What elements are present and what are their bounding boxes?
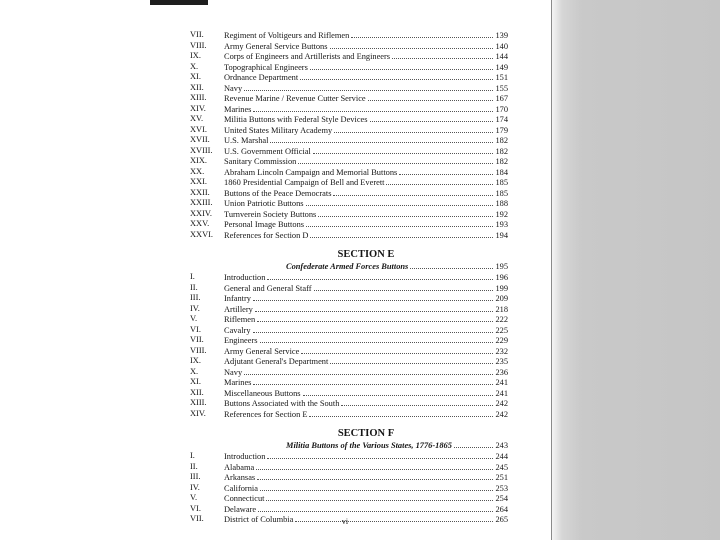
entry-title: Alabama <box>224 462 255 472</box>
toc-entry <box>190 483 508 494</box>
entry-page: 232 <box>495 346 508 356</box>
leader-dots <box>306 198 494 206</box>
toc-entry <box>190 367 508 378</box>
entry-number: XXV. <box>190 219 210 228</box>
entry-number: II. <box>190 461 198 471</box>
entry-page: 241 <box>495 388 508 398</box>
entry-page: 182 <box>495 157 508 166</box>
entry-title: Adjutant General's Department <box>224 357 329 366</box>
toc-entry <box>190 219 508 230</box>
entry-title: California <box>224 483 258 493</box>
entry-title: District of Columbia <box>224 515 294 524</box>
toc-entry <box>190 188 508 199</box>
leader-dots <box>270 135 493 143</box>
entry-number: VI. <box>190 503 201 513</box>
toc-entry <box>190 356 508 367</box>
entry-number: VI. <box>190 324 201 334</box>
toc-entry <box>190 83 508 94</box>
entry-number: XVI. <box>190 124 207 134</box>
toc-entry <box>190 135 508 146</box>
entry-page: 185 <box>495 178 508 187</box>
leader-dots <box>258 504 493 512</box>
section-e-subtitle-page: 195 <box>495 262 508 271</box>
toc-entry <box>190 114 508 125</box>
entry-number: XXVI. <box>190 229 214 239</box>
entry-number: XVIII. <box>190 145 213 155</box>
entry-number: I. <box>190 451 195 460</box>
entry-title: Marines <box>224 378 252 387</box>
section-e-subtitle-row <box>190 261 508 272</box>
entry-page: 236 <box>495 367 508 377</box>
toc-entry <box>190 409 508 420</box>
toc-entry <box>190 62 508 73</box>
entry-page: 192 <box>495 209 508 219</box>
toc-entry <box>190 125 508 136</box>
entry-page: 194 <box>495 230 508 240</box>
entry-page: 167 <box>495 94 508 103</box>
entry-number: XX. <box>190 166 205 176</box>
leader-dots <box>330 356 493 364</box>
entry-title: Engineers <box>224 336 258 345</box>
toc-entry <box>190 104 508 115</box>
entry-page: 222 <box>495 315 508 324</box>
section-f-entries <box>190 451 508 525</box>
entry-number: XI. <box>190 72 201 81</box>
toc-entry <box>190 177 508 188</box>
leader-dots <box>310 230 493 238</box>
entry-title: Buttons of the Peace Democrats <box>224 188 332 198</box>
entry-title: Regiment of Voltigeurs and Riflemen <box>224 31 350 40</box>
entry-title: United States Military Academy <box>224 125 333 135</box>
entry-title: Topographical Engineers <box>224 62 308 72</box>
entry-title: Miscellaneous Buttons <box>224 388 301 398</box>
entry-number: XIII. <box>190 398 207 407</box>
leader-dots <box>303 388 494 396</box>
entry-number: XIV. <box>190 408 206 418</box>
entry-page: 140 <box>495 41 508 51</box>
toc-entry <box>190 146 508 157</box>
toc-entry <box>190 304 508 315</box>
toc-entry <box>190 283 508 294</box>
entry-page: 151 <box>495 73 508 82</box>
leader-dots <box>256 462 493 470</box>
entry-title: Militia Buttons with Federal Style Devices <box>224 115 368 124</box>
entry-title: Arkansas <box>224 473 256 482</box>
entry-number: XXII. <box>190 187 210 197</box>
toc-entry <box>190 314 508 325</box>
entry-number: VII. <box>190 30 204 39</box>
leader-dots <box>399 167 493 175</box>
entry-number: XIII. <box>190 93 207 102</box>
entry-title: Infantry <box>224 294 251 303</box>
entry-title: Buttons Associated with the South <box>224 399 340 408</box>
section-d-entries <box>190 30 508 240</box>
entry-page: 253 <box>495 483 508 493</box>
entry-number: IV. <box>190 482 200 492</box>
entry-number: XVII. <box>190 135 210 144</box>
toc-entry <box>190 335 508 346</box>
toc-entry <box>190 272 508 283</box>
section-f-subtitle-page: 243 <box>495 441 508 450</box>
leader-dots <box>313 146 494 154</box>
toc-entry <box>190 504 508 515</box>
leader-dots <box>260 335 494 343</box>
entry-page: 245 <box>495 462 508 472</box>
section-e-heading: SECTION E <box>337 249 395 260</box>
entry-page: 244 <box>495 452 508 461</box>
entry-page: 184 <box>495 167 508 177</box>
entry-title: General and General Staff <box>224 283 312 293</box>
toc-entry <box>190 346 508 357</box>
toc-entry <box>190 493 508 504</box>
entry-number: IV. <box>190 303 200 313</box>
leader-dots <box>244 367 493 375</box>
entry-title: Abraham Lincoln Campaign and Memorial Buttons <box>224 167 398 177</box>
entry-title: Introduction <box>224 452 266 461</box>
leader-dots <box>392 51 493 59</box>
entry-page: 265 <box>495 515 508 524</box>
toc-entry <box>190 325 508 336</box>
toc-entry <box>190 198 508 209</box>
entry-title: Navy <box>224 367 243 377</box>
entry-page: 179 <box>495 125 508 135</box>
entry-number: VII. <box>190 335 204 344</box>
entry-page: 196 <box>495 273 508 282</box>
entry-page: 185 <box>495 188 508 198</box>
page-number: vi <box>341 517 349 526</box>
entry-number: XIX. <box>190 156 207 165</box>
leader-dots <box>318 209 493 217</box>
table-of-contents <box>190 30 508 525</box>
entry-number: XII. <box>190 82 204 92</box>
entry-page: 242 <box>495 409 508 419</box>
entry-page: 174 <box>495 115 508 124</box>
page-edge-shadow <box>552 0 720 540</box>
entry-title: Riflemen <box>224 315 256 324</box>
toc-entry <box>190 72 508 83</box>
entry-title: Corps of Engineers and Artillerists and Engineers <box>224 52 391 61</box>
toc-entry <box>190 209 508 220</box>
entry-title: U.S. Marshal <box>224 136 269 145</box>
toc-entry <box>190 398 508 409</box>
toc-entry <box>190 230 508 241</box>
entry-number: III. <box>190 472 201 481</box>
section-e-subtitle: Confederate Armed Forces Buttons <box>286 262 409 271</box>
entry-title: 1860 Presidential Campaign of Bell and Everett <box>224 178 385 187</box>
toc-entry <box>190 51 508 62</box>
entry-page: 199 <box>495 283 508 293</box>
entry-title: Marines <box>224 104 252 114</box>
toc-entry <box>190 377 508 388</box>
leader-dots <box>300 72 493 80</box>
entry-page: 193 <box>495 220 508 229</box>
entry-number: IX. <box>190 51 201 60</box>
leader-dots <box>333 188 493 196</box>
entry-page: 254 <box>495 494 508 503</box>
entry-title: References for Section E <box>224 409 308 419</box>
entry-page: 229 <box>495 336 508 345</box>
toc-entry <box>190 293 508 304</box>
entry-title: Sanitary Commission <box>224 157 297 166</box>
entry-page: 209 <box>495 294 508 303</box>
entry-title: Revenue Marine / Revenue Cutter Service <box>224 94 366 103</box>
leader-dots <box>295 514 493 522</box>
toc-entry <box>190 472 508 483</box>
leader-dots <box>301 346 493 354</box>
entry-title: Ordnance Department <box>224 73 299 82</box>
entry-number: VIII. <box>190 345 207 355</box>
section-f-subtitle: Militia Buttons of the Various States, 1776-1865 <box>286 441 452 450</box>
entry-page: 182 <box>495 136 508 145</box>
entry-number: II. <box>190 282 198 292</box>
entry-number: V. <box>190 314 198 323</box>
toc-entry <box>190 451 508 462</box>
section-f-heading: SECTION F <box>337 428 395 439</box>
entry-number: V. <box>190 493 198 502</box>
entry-page: 170 <box>495 104 508 114</box>
toc-entry <box>190 462 508 473</box>
entry-page: 144 <box>495 52 508 61</box>
leader-dots <box>253 377 493 385</box>
leader-dots <box>310 62 494 70</box>
entry-page: 188 <box>495 199 508 208</box>
entry-title: References for Section D <box>224 230 309 240</box>
leader-dots <box>253 325 494 333</box>
entry-number: I. <box>190 272 195 281</box>
leader-dots <box>260 483 493 491</box>
leader-dots <box>351 30 493 38</box>
entry-page: 155 <box>495 83 508 93</box>
toc-entry <box>190 388 508 399</box>
entry-title: Union Patriotic Buttons <box>224 199 304 208</box>
entry-number: XI. <box>190 377 201 386</box>
toc-entry <box>190 30 508 41</box>
entry-number: XXIV. <box>190 208 212 218</box>
entry-number: XV. <box>190 114 204 123</box>
entry-number: XXI. <box>190 177 207 186</box>
leader-dots <box>253 104 493 112</box>
entry-title: Army General Service Buttons <box>224 41 328 51</box>
leader-dots <box>253 293 493 301</box>
entry-title: Navy <box>224 83 243 93</box>
entry-number: X. <box>190 61 199 71</box>
entry-page: 235 <box>495 357 508 366</box>
entry-page: 182 <box>495 146 508 156</box>
entry-number: IX. <box>190 356 201 365</box>
entry-number: XIV. <box>190 103 206 113</box>
leader-dots <box>257 472 493 480</box>
entry-title: U.S. Government Official <box>224 146 311 156</box>
entry-page: 241 <box>495 378 508 387</box>
leader-dots <box>370 114 494 122</box>
entry-title: Delaware <box>224 504 257 514</box>
leader-dots <box>368 93 494 101</box>
entry-title: Introduction <box>224 273 266 282</box>
entry-page: 242 <box>495 399 508 408</box>
entry-page: 218 <box>495 304 508 314</box>
entry-page: 225 <box>495 325 508 335</box>
entry-number: XXIII. <box>190 198 213 207</box>
leader-dots <box>410 261 493 269</box>
leader-dots <box>330 41 494 49</box>
leader-dots <box>309 409 493 417</box>
scan-top-mark <box>150 0 208 5</box>
toc-entry <box>190 167 508 178</box>
leader-dots <box>267 272 493 280</box>
entry-title: Connecticut <box>224 494 265 503</box>
entry-title: Cavalry <box>224 325 251 335</box>
toc-entry <box>190 156 508 167</box>
leader-dots <box>298 156 493 164</box>
leader-dots <box>244 83 493 91</box>
leader-dots <box>314 283 494 291</box>
entry-title: Army General Service <box>224 346 300 356</box>
entry-title: Artillery <box>224 304 253 314</box>
leader-dots <box>257 314 493 322</box>
leader-dots <box>306 219 493 227</box>
leader-dots <box>454 440 494 448</box>
entry-number: VII. <box>190 514 204 523</box>
entry-number: XII. <box>190 387 204 397</box>
entry-title: Personal Image Buttons <box>224 220 305 229</box>
entry-number: III. <box>190 293 201 302</box>
leader-dots <box>341 398 493 406</box>
entry-page: 149 <box>495 62 508 72</box>
entry-number: VIII. <box>190 40 207 50</box>
entry-title: Turnverein Society Buttons <box>224 209 317 219</box>
leader-dots <box>255 304 494 312</box>
entry-number: X. <box>190 366 199 376</box>
leader-dots <box>386 177 493 185</box>
toc-entry <box>190 93 508 104</box>
entry-page: 264 <box>495 504 508 514</box>
entry-page: 251 <box>495 473 508 482</box>
entry-page: 139 <box>495 31 508 40</box>
leader-dots <box>334 125 493 133</box>
toc-entry <box>190 41 508 52</box>
leader-dots <box>267 451 493 459</box>
section-e-entries <box>190 272 508 419</box>
leader-dots <box>266 493 493 501</box>
section-f-subtitle-row <box>190 440 508 451</box>
